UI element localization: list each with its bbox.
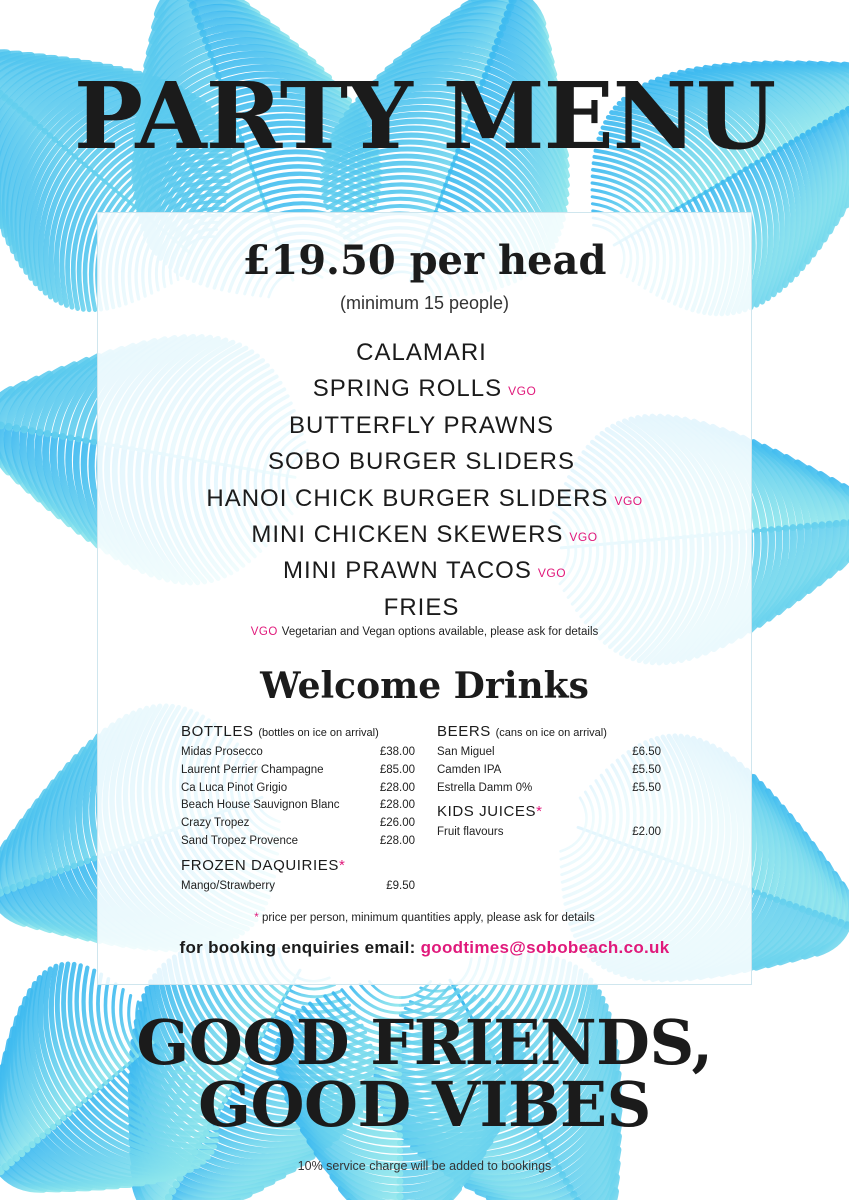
drink-row: Sand Tropez Provence £28.00: [181, 834, 415, 847]
bottles-heading: BOTTLES (bottles on ice on arrival): [181, 723, 379, 740]
beers-heading: BEERS (cans on ice on arrival): [437, 723, 607, 740]
drink-row: Estrella Damm 0% £5.50: [437, 781, 661, 794]
food-item: MINI CHICKEN SKEWERS VGO: [251, 520, 598, 548]
drink-row: Fruit flavours £2.00: [437, 826, 661, 839]
vgo-note-tag: VGO: [250, 626, 278, 638]
food-item: HANOI CHICK BURGER SLIDERS VGO: [206, 484, 643, 512]
booking-email-link[interactable]: goodtimes@sobobeach.co.uk: [420, 938, 670, 957]
drink-row: Beach House Sauvignon Blanc £28.00: [181, 799, 415, 812]
welcome-drinks-heading: Welcome Drinks: [260, 665, 589, 707]
frozen-daquiries-heading: FROZEN DAQUIRIES*: [181, 856, 346, 874]
food-item: CALAMARI: [356, 339, 487, 366]
drink-row: Laurent Perrier Champagne £85.00: [181, 763, 415, 776]
drink-row: Midas Prosecco £38.00: [181, 746, 415, 758]
food-item: BUTTERFLY PRAWNS: [289, 411, 554, 439]
vgo-badge: VGO: [614, 493, 643, 508]
food-list: [98, 335, 751, 626]
food-item: FRIES: [383, 593, 460, 621]
food-item: SPRING ROLLS VGO: [312, 375, 537, 403]
vgo-badge: VGO: [537, 566, 567, 581]
booking-enquiries: for booking enquiries email: goodtimes@sobobeach.co.uk: [179, 938, 670, 957]
price-note: * price per person, minimum quantities apply, please ask for details: [254, 912, 595, 924]
drink-row: Camden IPA £5.50: [437, 763, 661, 776]
drinks-right-column: [437, 723, 661, 842]
price-per-head: £19.50 per head: [242, 237, 607, 284]
drink-row: San Miguel £6.50: [437, 746, 661, 758]
tagline: [0, 1006, 849, 1141]
food-item: SOBO BURGER SLIDERS: [267, 448, 576, 476]
page-title: PARTY MENU: [73, 62, 776, 170]
tagline-line: GOOD VIBES: [198, 1068, 651, 1141]
service-charge-note: 10% service charge will be added to bookings: [297, 1159, 552, 1173]
menu-panel: [97, 212, 752, 985]
kids-juices-heading: KIDS JUICES*: [437, 803, 543, 821]
drink-row: Ca Luca Pinot Grigio £28.00: [181, 781, 415, 794]
vgo-note: VGO Vegetarian and Vegan options available, please ask for details: [250, 626, 599, 638]
vgo-badge: VGO: [569, 529, 598, 544]
food-item: MINI PRAWN TACOS VGO: [282, 557, 567, 585]
tagline-line: GOOD FRIENDS,: [136, 1006, 713, 1079]
minimum-people: (minimum 15 people): [339, 293, 510, 313]
drinks-left-column: [181, 723, 415, 896]
drink-row: Crazy Tropez £26.00: [181, 817, 415, 830]
drink-row: Mango/Strawberry £9.50: [181, 879, 415, 892]
vgo-badge: VGO: [508, 384, 537, 399]
